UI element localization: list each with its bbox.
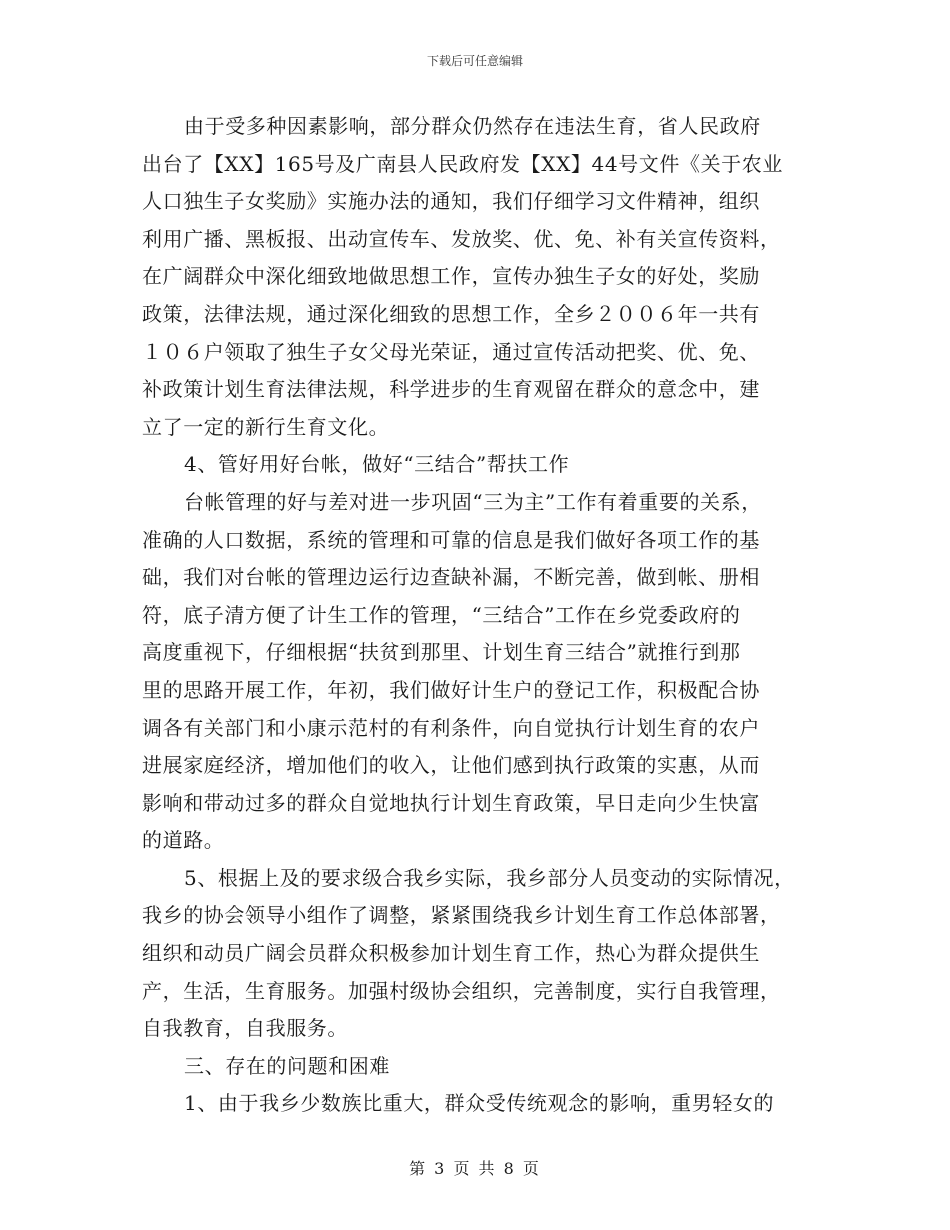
text-line: 出台了【XX】165号及广南县人民政府发【XX】44号文件《关于农业 <box>142 151 783 176</box>
text-line: 调各有关部门和小康示范村的有利条件，向自觉执行计划生育的农户 <box>142 715 760 740</box>
text-line: 1、由于我乡少数族比重大，群众受传统观念的影响，重男轻女的 <box>184 1091 775 1116</box>
text-line: 政策，法律法规，通过深化细致的思想工作，全乡２００６年一共有 <box>142 301 760 326</box>
text-line: 础，我们对台帐的管理边运行边查缺补漏，不断完善，做到帐、册相 <box>142 565 760 590</box>
text-line: １０６户领取了独生子女父母光荣证，通过宣传活动把奖、优、免、 <box>142 339 760 364</box>
text-line: 5、根据上及的要求级合我乡实际，我乡部分人员变动的实际情况， <box>184 865 795 890</box>
text-line: 我乡的协会领导小组作了调整，紧紧围绕我乡计划生育工作总体部署， <box>142 903 781 928</box>
text-line: 组织和动员广阔会员群众积极参加计划生育工作，热心为群众提供生 <box>142 941 760 966</box>
section-heading: 4、管好用好台帐，做好“三结合”帮扶工作 <box>184 452 570 477</box>
text-line: 由于受多种因素影响，部分群众仍然存在违法生育，省人民政府 <box>184 114 761 138</box>
text-line: 产，生活，生育服务。加强村级协会组织，完善制度，实行自我管理， <box>142 978 781 1003</box>
text-line: 准确的人口数据，系统的管理和可靠的信息是我们做好各项工作的基 <box>142 527 760 552</box>
text-line: 高度重视下，仔细根据“扶贫到那里、计划生育三结合”就推行到那 <box>142 640 741 665</box>
text-line: 人口独生子女奖励》实施办法的通知，我们仔细学习文件精神，组织 <box>142 189 760 214</box>
text-line: 进展家庭经济，增加他们的收入，让他们感到执行政策的实惠，从而 <box>142 753 760 778</box>
page-header: 下载后可任意编辑 <box>426 54 523 68</box>
text-line: 里的思路开展工作，年初，我们做好计生户的登记工作，积极配合协 <box>142 677 760 702</box>
text-line: 利用广播、黑板报、出动宣传车、发放奖、优、免、补有关宣传资料， <box>142 226 781 251</box>
text-line: 自我教育，自我服务。 <box>142 1016 348 1041</box>
text-line: 立了一定的新行生育文化。 <box>142 414 390 439</box>
text-line: 影响和带动过多的群众自觉地执行计划生育政策，早日走向少生快富 <box>142 790 760 815</box>
text-line: 的道路。 <box>142 828 225 853</box>
document-body <box>142 108 810 1123</box>
text-line: 符，底子清方便了计生工作的管理，“三结合”工作在乡党委政府的 <box>142 602 741 627</box>
text-line: 补政策计划生育法律法规，科学进步的生育观留在群众的意念中，建 <box>142 377 760 402</box>
section-heading: 三、存在的问题和困难 <box>184 1053 390 1078</box>
page-number: 第 3 页 共 8 页 <box>409 1159 541 1178</box>
text-line: 在广阔群众中深化细致地做思想工作，宣传办独生子女的好处，奖励 <box>142 264 760 289</box>
text-line: 台帐管理的好与差对进一步巩固“三为主”工作有着重要的关系， <box>184 489 762 514</box>
